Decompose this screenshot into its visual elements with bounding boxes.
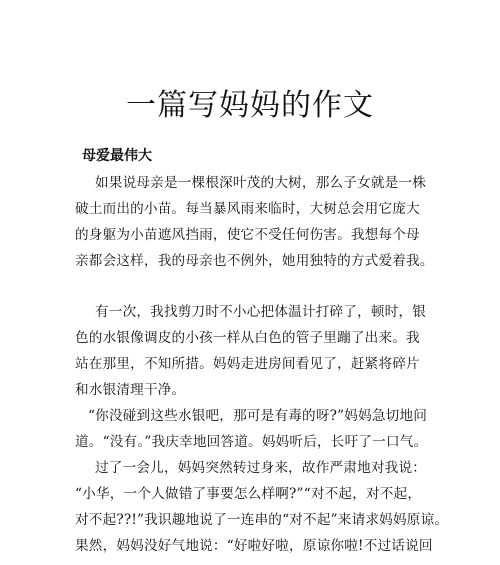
paragraph-line: 果然，妈妈没好气地说：“好啦好啦，原谅你啦!不过话说回 <box>75 538 433 554</box>
paragraph-line: 站在那里，不知所措。妈妈走进房间看见了，赶紧将碎片 <box>75 356 420 372</box>
paragraph-line: “你没碰到这些水银吧，那可是有毒的呀?”妈妈急切地问 <box>88 408 428 424</box>
paragraph-line: 道。“没有。”我庆幸地回答道。妈妈听后，长吁了一口气。 <box>75 434 428 450</box>
paragraph-line: 过了一会儿，妈妈突然转过身来，故作严肃地对我说： <box>95 460 427 476</box>
paragraph-line: 色的水银像调皮的小孩一样从白色的管子里蹦了出来。我 <box>75 330 420 346</box>
paragraph-line: “小华，一个人做错了事要怎么样啊?”“对不起，对不起， <box>75 486 422 502</box>
paragraph-line: 亲都会这样，我的母亲也不例外，她用独特的方式爱着我。 <box>75 253 434 269</box>
document-title: 一篇写妈妈的作文 <box>126 88 374 123</box>
paragraph-line: 和水银清理干净。 <box>75 382 186 398</box>
paragraph-line: 破土而出的小苗。每当暴风雨来临时，大树总会用它庞大 <box>75 201 420 217</box>
paragraph-line: 有一次，我找剪刀时不小心把体温计打碎了，顿时，银 <box>95 304 427 320</box>
paragraph-line: 如果说母亲是一棵根深叶茂的大树，那么子女就是一株 <box>95 175 427 191</box>
paragraph-line: 对不起??!”我识趣地说了一连串的“对不起”来请求妈妈原谅。 <box>75 512 449 528</box>
paragraph-line: 的身躯为小苗遮风挡雨，使它不受任何伤害。我想每个母 <box>75 227 420 243</box>
document-subtitle: 母爱最伟大 <box>82 148 152 164</box>
